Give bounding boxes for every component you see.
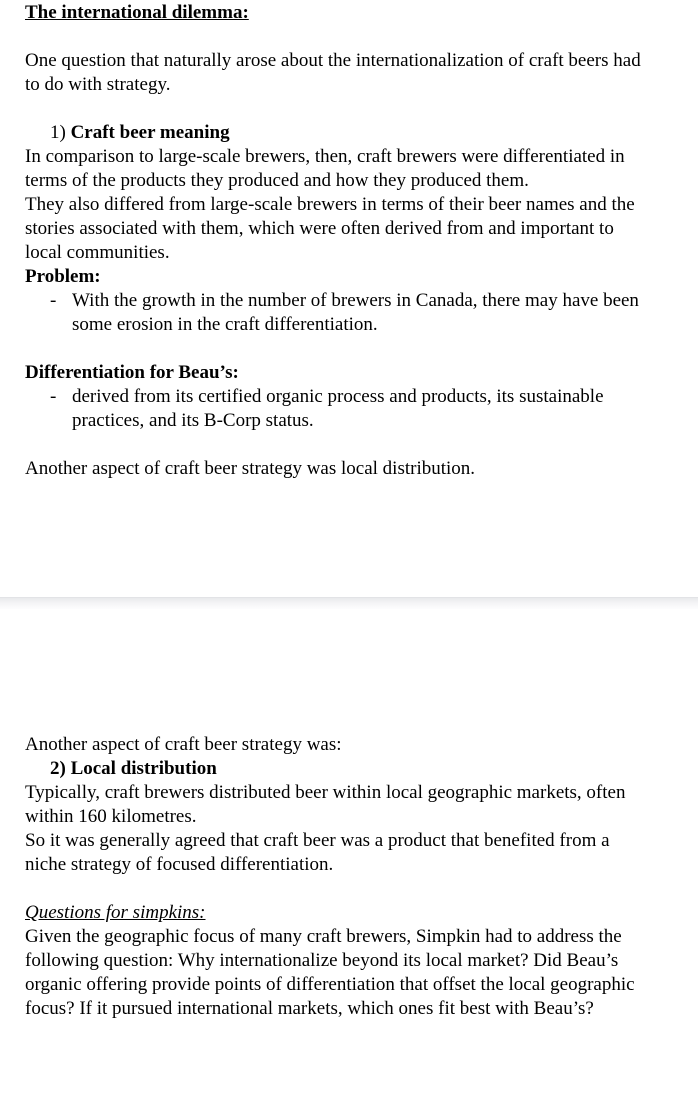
questions-body-paragraph: Given the geographic focus of many craft brewers, Simpkin had to address the following question: Why internationalize beyond its local market? Did Beau’s organic offering provide points of differentiation that offset the local geographic focus? If it pursued international markets, which ones fit best with Beau’s? (25, 926, 635, 1019)
bullet-dash: - (50, 386, 57, 407)
page1-closing-paragraph: Another aspect of craft beer strategy was local distribution. (25, 458, 476, 479)
differentiation-bullet-item (25, 385, 646, 433)
paragraph-beer-names: They also differed from large-scale brewers in terms of their beer names and the stories associated with them, which were often derived from and important to local communities. (25, 194, 635, 263)
section-2-title: Local distribution (70, 758, 217, 779)
problem-bullet-text: With the growth in the number of brewers in Canada, there may have been some erosion in the craft differentiation. (72, 290, 639, 335)
page-2 (0, 609, 698, 1106)
differentiation-bullet-text: derived from its certified organic process and products, its sustainable practices, and its B-Corp status. (72, 386, 604, 431)
section-1-title: Craft beer meaning (70, 122, 230, 143)
problem-label: Problem: (25, 266, 101, 287)
section-1-heading (25, 121, 646, 145)
page2-intro-paragraph: Another aspect of craft beer strategy was: (25, 734, 342, 755)
section-2-heading (25, 757, 646, 781)
page-break-divider (0, 597, 698, 609)
questions-label: Questions for simpkins: (25, 902, 206, 923)
paragraph-distribution: Typically, craft brewers distributed beer within local geographic markets, often within 160 kilometres. (25, 782, 626, 827)
page1-title: The international dilemma: (25, 2, 249, 23)
paragraph-comparison: In comparison to large-scale brewers, then, craft brewers were differentiated in terms of the products they produced and how they produced them. (25, 146, 625, 191)
section-2-number: 2) (50, 758, 66, 779)
page1-intro-paragraph: One question that naturally arose about the internationalization of craft beers had to do with strategy. (25, 50, 641, 95)
paragraph-niche-strategy: So it was generally agreed that craft beer was a product that benefited from a niche strategy of focused differentiation. (25, 830, 610, 875)
differentiation-label: Differentiation for Beau’s: (25, 362, 239, 383)
section-1-number: 1) (50, 122, 66, 143)
problem-bullet-item (25, 289, 646, 337)
bullet-dash: - (50, 290, 57, 311)
